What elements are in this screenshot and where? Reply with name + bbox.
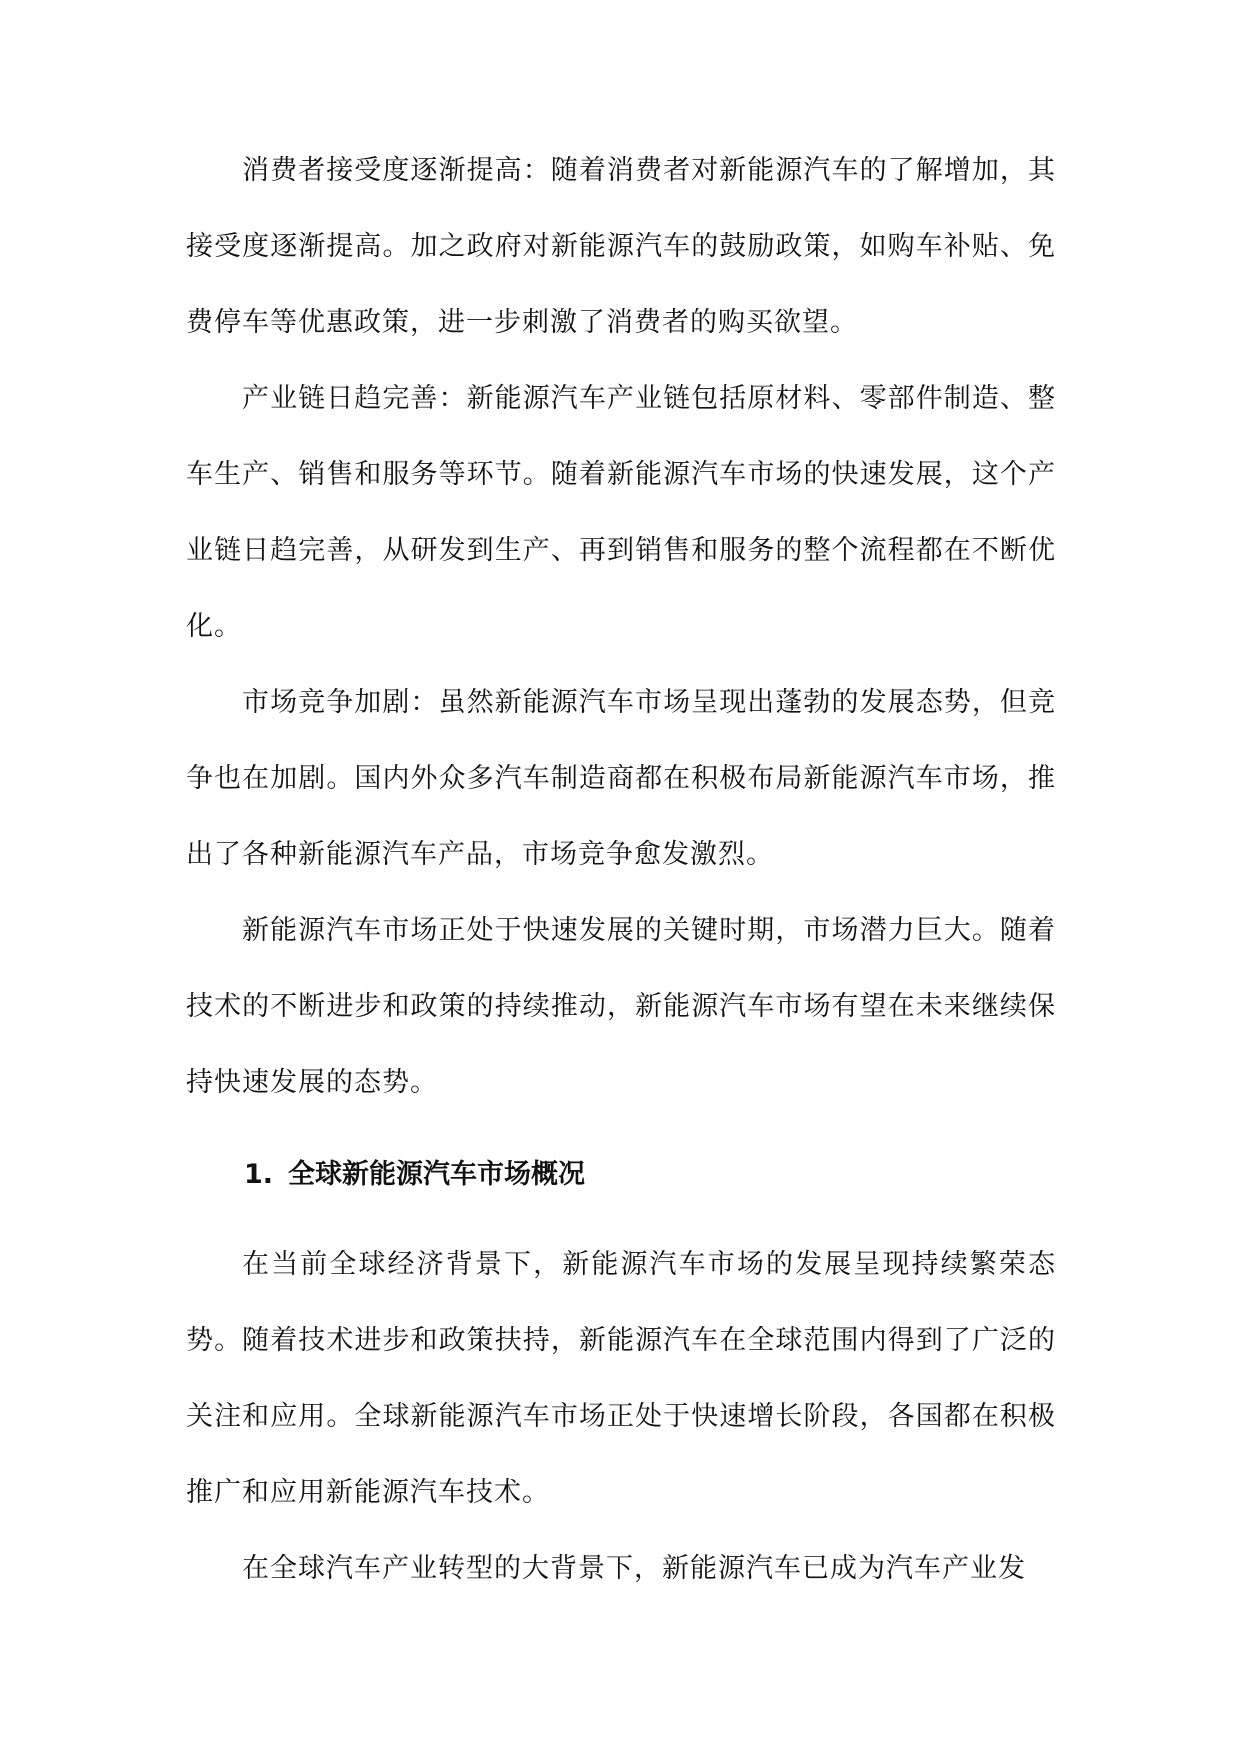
paragraph-market-outlook: 新能源汽车市场正处于快速发展的关键时期，市场潜力巨大。随着技术的不断进步和政策的持续推动，新能源汽车市场有望在未来继续保持快速发展的态势。	[186, 915, 1056, 1098]
body-text-top	[186, 133, 1056, 1121]
section-heading	[244, 1155, 585, 1195]
paragraph-industry-chain: 产业链日趋完善：新能源汽车产业链包括原材料、零部件制造、整车生产、销售和服务等环节。随着新能源汽车市场的快速发展，这个产业链日趋完善，从研发到生产、再到销售和服务的整个流程都在不断优化。	[186, 383, 1056, 642]
paragraph-industry-transformation: 在全球汽车产业转型的大背景下，新能源汽车已成为汽车产业发	[242, 1553, 1026, 1584]
paragraph-global-overview: 在当前全球经济背景下，新能源汽车市场的发展呈现持续繁荣态势。随着技术进步和政策扶持，新能源汽车在全球范围内得到了广泛的关注和应用。全球新能源汽车市场正处于快速增长阶段，各国都在积极推广和应用新能源汽车技术。	[186, 1249, 1056, 1508]
body-text-bottom	[186, 1227, 1056, 1607]
section-title: 全球新能源汽车市场概况	[288, 1159, 585, 1190]
paragraph-market-competition: 市场竞争加剧：虽然新能源汽车市场呈现出蓬勃的发展态势，但竞争也在加剧。国内外众多汽车制造商都在积极布局新能源汽车市场，推出了各种新能源汽车产品，市场竞争愈发激烈。	[186, 687, 1056, 870]
section-number: 1.	[244, 1159, 274, 1190]
paragraph-consumer-acceptance: 消费者接受度逐渐提高：随着消费者对新能源汽车的了解增加，其接受度逐渐提高。加之政府对新能源汽车的鼓励政策，如购车补贴、免费停车等优惠政策，进一步刺激了消费者的购买欲望。	[186, 155, 1056, 338]
